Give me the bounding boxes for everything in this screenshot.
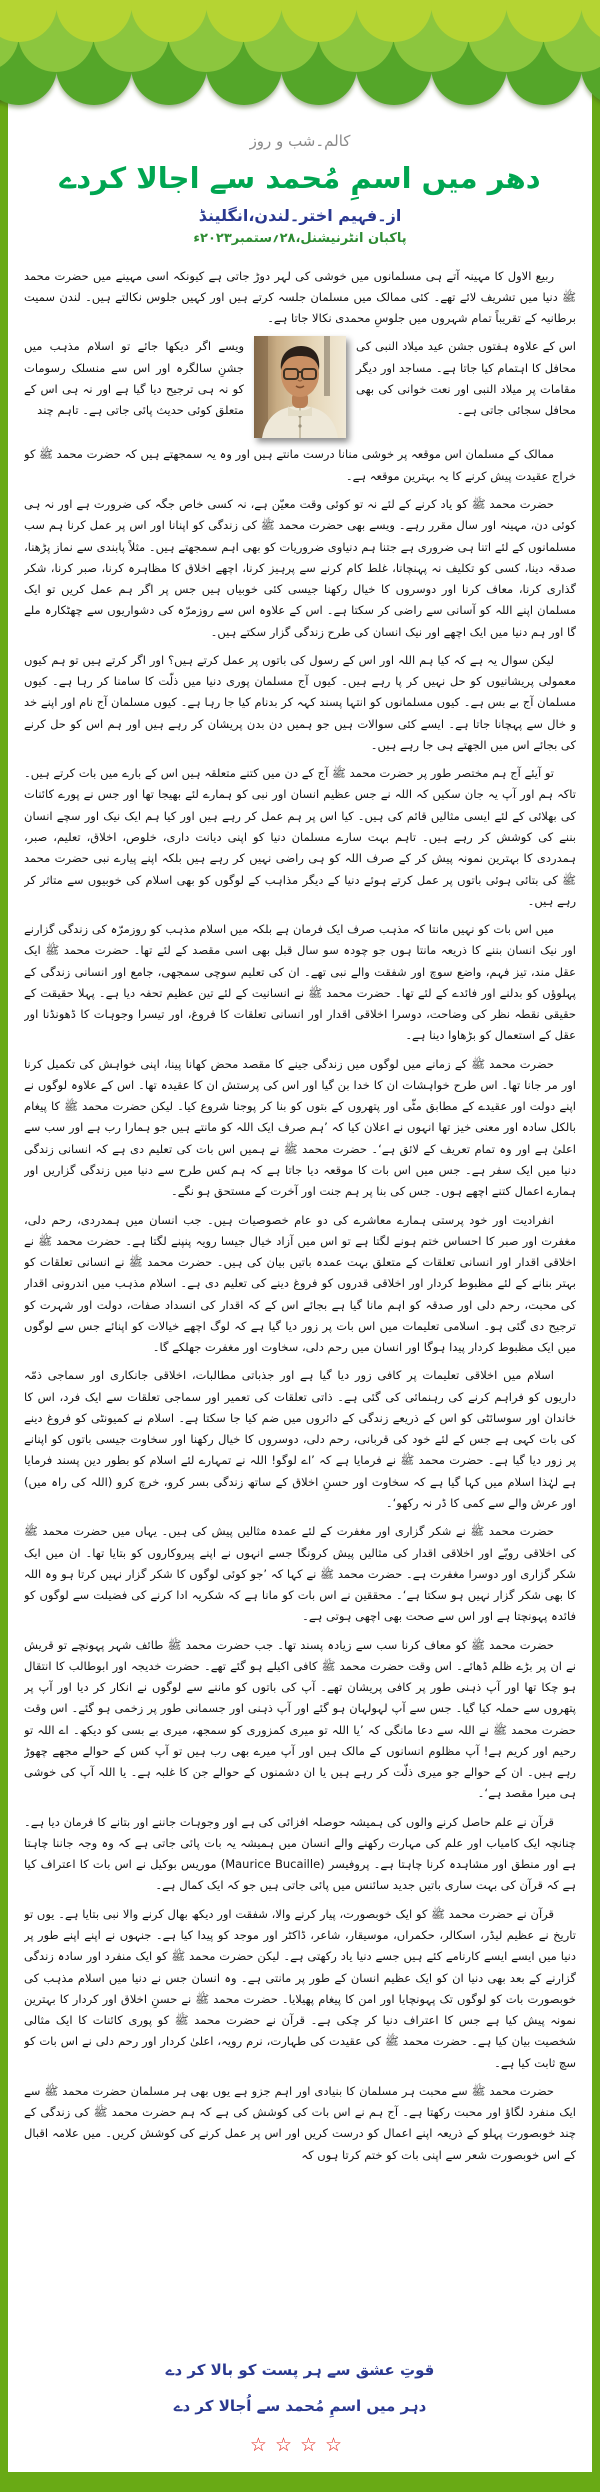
paragraph: قرآن نے علم حاصل کرنے والوں کی ہمیشہ حوصلہ افزائی کی ہے اور وجوہات جاننے اور بتانے کا فرمان دیا ہے۔ چنانچہ ایک کامیاب اور علم کی مہارت رکھنے والے انسان میں ہمیشہ یہ بات پائی جاتی ہے کہ وہ وجہ جاننا چاہتا ہے اور منطق اور مشاہدہ کرنا چاہتا ہے۔ پروفیسر (Maurice Bucaille) موریس بوکیل نے اس بات کا اعتراف کیا ہے کہ قرآن کی بہت ساری باتیں جدید سائنس میں پائی جاتی ہیں جو کہ ایک کمال ہے۔ xyxy=(24,1814,576,1893)
paragraph: میں اس بات کو نہیں مانتا کہ مذہب صرف ایک فرمان ہے بلکہ میں اسلام مذہب کو روزمرّہ کی زندگی گزارنے اور نیک انسان بننے کا ذریعہ مانتا ہوں جو چودہ سو سال قبل بھی اسی مقصد کے لئے تھا۔ حضرت محمد ﷺ ایک عقل مند، تیز فہم، واضع سوچ اور شفقت والے نبی تھے۔ ان کی تعلیم سوچی سمجھی، جامع اور انسانی زندگی کے پہلوؤں کو بدلنے اور فائدے کے لئے تھا۔ حضرت محمد ﷺ نے انسانیت کے لئے تین عظیم تحفہ دیا ہے۔ پہلا حقیقت کے حقیقی نقطہ نظر کی وضاحت، دوسرا اخلاقی اقدار اور انسانی تعلقات کا فروغ، اور تیسرا وجوہات کا ڈھونڈنا اور عقل کے استعمال کو بڑھاوا دینا ہے۔ xyxy=(24,922,576,1043)
page-border-bottom xyxy=(0,2472,600,2492)
paragraph: حضرت محمد ﷺ کے زمانے میں لوگوں میں زندگی جینے کا مقصد محض کھانا پینا، اپنی خواہش کی تکمیل کرنا اور مر جانا تھا۔ اس طرح خواہشات ان کا خدا بن گیا اور اس کی پرستش ان کا عقیدہ تھا۔ اس کے علاوہ لوگوں نے اپنے دولت اور عقیدے کے مطابق مٹّی اور پتھروں کے بتوں کو بنا کر پوجنا شروع کیا۔ لیکن حضرت محمد ﷺ کا پیغام بالکل سادہ اور معنی خیز تھا انہوں نے اعلان کیا کہ ’ہم صرف ایک اللہ کو مانتے ہیں جو ہمارا رب ہے اور سب سے اعلیٰ ہے اور وہ تمام تعریف کے لائق ہے‘۔ حضرت محمد ﷺ نے ہمیں اس بات کی تعلیم دی ہے کہ انسانی زندگی دنیا میں ایک سفر ہے۔ جس میں اس بات کا موقعہ دیا جاتا ہے کہ ہم کس طرح سے دنیا میں زندگی گزاریں اور ہمارے اعمال کتنے اچھے ہوں۔ جس کی بنا پر ہم جنت اور آخرت کے مستحق ہو نگے۔ xyxy=(24,1056,576,1199)
photo-text-right: اس کے علاوہ ہفتوں جشن عید میلاد النبی کی محافل کا اہتمام کیا جاتا ہے۔ مساجد اور دیگر مقامات پر میلاد النبی اور نعت خوانی کی بھی محافل سجائی جاتی ہے۔ xyxy=(356,339,576,418)
page-border-left xyxy=(0,0,8,2492)
paragraph: تو آیئے آج ہم مختصر طور پر حضرت محمد ﷺ آج کے دن میں کتنے متعلقہ ہیں اس کے بارے میں بات کرتے ہیں۔ تاکہ ہم اور آپ یہ جان سکیں کہ اللہ نے جس عظیم انسان اور نبی کو ہمارے لئے بھیجا تھا اور جس نے پورے کائنات کی بھلائی کے لئے ایسی مثالیں قائم کی ہیں۔ کیا اس پر ہم عمل کر رہے ہیں اور کیا ہم ایک نیک اور سچے انسان بننے کی کوشش کر رہے ہیں۔ تاہم بہت سارے مسلمان دنیا کو اپنی دیانت داری، خلوص، اخلاق، تعلیم، صبر، ہمدردی کا بہترین نمونہ پیش کر کے صرف اللہ کو ہی راضی نہیں کر رہے ہیں بلکہ اپنے پیارے نبی حضرت محمد ﷺ کی بتائی ہوئی باتوں پر عمل کرتے ہوئے دنیا کے دیگر مذاہب کے لوگوں کو بھی اسلام کی خوبیوں سے متاثر کر رہے ہیں۔ xyxy=(24,766,576,908)
author-photo xyxy=(254,336,346,438)
author-photo-graphic xyxy=(254,336,346,438)
page-border-right xyxy=(592,0,600,2492)
paragraph: انفرادیت اور خود پرستی ہمارے معاشرے کی دو عام خصوصیات ہیں۔ جب انسان میں ہمدردی، رحم دلی، مغفرت اور صبر کا احساس ختم ہونے لگتا ہے تو اس میں آزاد خیال جیسا رویہ پنپنے لگتا ہے۔ حضرت محمد ﷺ نے اخلاقی اقدار اور انسانی تعلقات کے متعلق بہت عمدہ باتیں بیان کی ہیں۔ حضرت محمد ﷺ نے انسانی تعلقات کو بہتر بنانے کے لئے مظبوط کردار اور اخلاقی قدروں کو فروغ دینے کی تعلیم دی ہے۔ اسلام مذہب میں اندرونی اقدار کی محبت، رحم دلی اور صدقہ کو اہم مانا گیا ہے بجائے اس کے کہ اقدار کی انسداد صفات، دولت اور شہرت کو ترجیح دی گئی ہو۔ اسلامی تعلیمات میں اس بات پر زور دیا گیا ہے کہ لوگ اچھے خیالات کو اپنائے جس سے لوگوں میں ایک مظبوط کردار پیدا ہوگا اور انسان میں رحم دلی، سخاوت اور مغفرت جھلکے گا۔ xyxy=(24,1212,576,1355)
scallop-banner xyxy=(0,0,600,118)
stars-divider: ☆☆☆☆ xyxy=(249,2433,351,2456)
photo-text-row xyxy=(24,336,576,438)
scallop-banner-graphic xyxy=(0,0,600,118)
closing-verse xyxy=(24,2352,576,2424)
verse-line-1: قوتِ عشق سے ہر پست کو بالا کر دے xyxy=(165,2360,435,2379)
paragraph: ممالک کے مسلمان اس موقعہ پر خوشی منانا درست مانتے ہیں اور وہ یہ سمجھتے ہیں کہ حضرت محمد ﷺ کو خراج عقیدت پیش کرنے کا یہ بہترین موقعہ ہے۔ xyxy=(24,447,576,483)
paragraph: حضرت محمد ﷺ کو یاد کرنے کے لئے نہ تو کوئی وقت معیّن ہے، نہ کسی خاص جگہ کی ضرورت ہے اور نہ ہی کوئی دن، مہینہ اور سال مقرر رہے۔ ویسے بھی حضرت محمد ﷺ کی زندگی کو اپنانا اور اس پر عمل کرنا ہم سب مسلمانوں کے لئے اتنا ہی ضروری ہے جتنا ہم دنیاوی ضروریات کو بھی اہم سمجھتے ہیں۔ مثلاً پابندی سے نماز پڑھنا، صدقہ دینا، کسی کو تکلیف نہ پہنچانا، غلط کام کرنے سے پرہیز کرنا، اچھے اخلاق کا مظاہرہ کرنا، صبر کرنا، شکر گذاری کرنا، معاف کرنا اور دوسروں کا خیال رکھنا جیسی کئی خوبیاں ہیں جس پر اگر ہم عمل کریں تو ایک مسلمان اپنے اللہ کو آسانی سے راضی کر سکتا ہے۔ اس کے علاوہ اس سے روزمرّہ کی دشواریوں سے چھٹکارہ ملے گا اور ہم دنیا میں ایک اچھے اور نیک انسان کی طرح زندگی گزار سکتے ہیں۔ xyxy=(24,497,576,639)
column-kicker: کالم۔شب و روز xyxy=(249,132,351,150)
byline: از۔فہیم اختر۔لندن،انگلینڈ xyxy=(198,205,402,225)
paragraph: اسلام میں اخلاقی تعلیمات پر کافی زور دیا گیا ہے اور جذباتی مطالبات، اخلاقی جانکاری اور سماجی ذمّہ داریوں کو فراہم کرنے کی رہنمائی کی گئی ہے۔ ذاتی تعلقات کی تعمیر اور سماجی تعلقات سے ایک فرد، اس کا خاندان اور سوسائٹی کو اس کے ذریعے زندگی کے دائروں میں ضم کیا جا سکتا ہے۔ اسلام نے کمیونٹی کو فروغ دینے کی بات کہی ہے جس کے لئے خود کی قربانی، رحم دلی، دوسروں کا خیال رکھنا اور سخاوت جیسی باتوں کو اپنانے پر زور دیا گیا ہے۔ حضرت محمد ﷺ نے فرمایا ہے کہ ’اے لوگو! اللہ نے تمہارے لئے اسلام کو بطور دین پسند فرمایا ہے لہٰذا اسلام میں کہا گیا ہے کہ سخاوت اور حسنِ اخلاق کے ساتھ زندگی بسر کرو، خرچ کرو (اللہ کی راہ میں) اور عرش والے سے کمی کا ڈر نہ رکھو‘۔ xyxy=(24,1368,576,1510)
paragraph: حضرت محمد ﷺ کو معاف کرنا سب سے زیادہ پسند تھا۔ جب حضرت محمد ﷺ طائف شہر پہونچے تو قریش نے ان پر بڑے ظلم ڈھائے۔ اس وقت حضرت محمد ﷺ کافی اکیلے ہو گئے تھے۔ حضرت خدیجہ اور ابوطالب کا انتقال ہو چکا تھا اور آپ ذہنی طور پر کافی پریشان تھے۔ آپ کی باتوں کو ماننے سے لوگوں نے انکار کر دیا اور آپ پر پتھروں سے حملہ کیا گیا۔ جس سے آپ لہولہان ہو گئے اور آپ ذہنی اور جسمانی طور پر زخمی ہو گئے۔ اس وقت حضرت محمد ﷺ نے اللہ سے دعا مانگی کہ ’یا اللہ تو میری کمزوری کو سمجھ، میری بے بسی کو دیکھ۔ اے اللہ تو رحیم اور کریم ہے! آپ مظلوم انسانوں کے مالک ہیں اور آپ میرے بھی رب ہیں تو آپ کس کے حوالے مجھے چھوڑ رہے ہیں۔ ان کے حوالے جو میری ذلّت کر رہے ہیں یا ان دشمنوں کے حوالے جن کا غلبہ ہے۔ یا اللہ آپ کی خوشی ہی میرا مقصد ہے‘۔ xyxy=(24,1637,576,1801)
photo-text-left: ویسے اگر دیکھا جائے تو اسلام مذہب میں جشنِ سالگرہ اور اس سے منسلک رسومات کو نہ ہی ترجیح دیا گیا ہے اور نہ ہی اس کے متعلق کوئی حدیث پائی جاتی ہے۔ تاہم چند xyxy=(24,339,244,418)
page-content xyxy=(8,118,592,2472)
publication-date-line: پاکبان انٹرنیشنل،۲۸؍ستمبر۲۰۲۳ء xyxy=(193,230,407,246)
paragraph: لیکن سوال یہ ہے کہ کیا ہم اللہ اور اس کے رسول کی باتوں پر عمل کرتے ہیں؟ اور اگر کرتے ہیں تو ہم کیوں معمولی پریشانیوں کو حل نہیں کر پا رہے ہیں۔ کیوں آج مسلمان پوری دنیا میں ذلّت کا سامنا کر رہا ہے۔ کیوں مسلمان آج بے بس ہے۔ کیوں مسلمانوں کو انتہا پسند کہہ کر بدنام کیا جا رہا ہے۔ کیوں مسلمان آج نام اور اپنے خد و خال سے پہچانا جاتا ہے۔ ایسے کئی سوالات ہیں جو ہمیں دن بدن پریشان کر رہے ہیں اور ہم اس کو حل کرنے کی بجائے اس میں الجھتے ہی جا رہے ہیں۔ xyxy=(24,652,576,752)
article-body xyxy=(24,266,576,2338)
paragraph: ربیع الاول کا مہینہ آتے ہی مسلمانوں میں خوشی کی لہر دوڑ جاتی ہے کیونکہ اسی مہینے میں حضرت محمد ﷺ دنیا میں تشریف لائے تھے۔ کئی ممالک میں مسلمان جلسہ کرتے ہیں اور کہیں جلوس نکالتے ہیں۔ لندن سمیت برطانیہ کے تقریباً تمام شہروں میں جلوسِ محمدی نکالا جاتا ہے۔ xyxy=(24,268,576,326)
paragraph: حضرت محمد ﷺ نے شکر گزاری اور مغفرت کے لئے عمدہ مثالیں پیش کی ہیں۔ یہاں میں حضرت محمد ﷺ کی اخلاقی رویّے اور اخلاقی اقدار کی مثالیں پیش کرونگا جسے انہوں نے اپنے پیروکاروں کو بتایا تھا۔ ان میں ایک شکر گزاری اور دوسرا مغفرت ہے۔ حضرت محمد ﷺ نے کہا کہ ’جو کوئی لوگوں کا شکر گزار نہیں کرتا ہو وہ اللہ کا بھی شکر گزار نہیں ہو سکتا ہے‘۔ محققین نے اس بات کو مانا ہے کہ شکریہ ادا کرنے کی فضیلت سے لوگوں کو فائدہ پہونچتا ہے اور اس سے صحت بھی اچھی ہوتی ہے۔ xyxy=(24,1524,576,1624)
page-title: دھر میں اسمِ مُحمد سے اجالا کردے xyxy=(59,161,541,195)
paragraph: قرآن نے حضرت محمد ﷺ کو ایک خوبصورت، پیار کرنے والا، شفقت اور دیکھ بھال کرنے والا نبی بتایا ہے۔ یوں تو تاریخ نے عظیم لیڈر، اسکالر، حکمراں، موسیقار، شاعر، ڈاکٹر اور موجد کو پیدا کیا ہے۔ جنہوں نے اپنے اپنے طور پر دنیا میں ایسے ایسے کارنامے کئے ہیں جسے دنیا یاد رکھتی ہے۔ لیکن حضرت محمد ﷺ کو ایک منفرد اور سادہ زندگی گزارنے کے بعد بھی دنیا ان کو ایک عظیم انسان کے طور پر مانتی ہے۔ وہ انسان جس نے دنیا میں اسلام مذہب کی خوبصورت بات کو لوگوں تک پہونچایا اور امن کا پیغام پھیلایا۔ حضرت محمد ﷺ نے حسنِ اخلاق اور کردار کا بہترین نمونہ پیش کیا ہے جس کا اعتراف دنیا کر چکی ہے۔ قرآن نے حضرت محمد ﷺ کو پوری کائنات کا ایک مثالی شخصیت بیان کیا ہے۔ حضرت محمد ﷺ کی عقیدت کی طہارت، نرم رویہ، اعلیٰ کردار اور رحم دلی نے اس بات کو سچ ثابت کیا ہے۔ xyxy=(24,1906,576,2070)
paragraph: حضرت محمد ﷺ سے محبت ہر مسلمان کا بنیادی اور اہم جزو ہے یوں بھی ہر مسلمان حضرت محمد ﷺ سے ایک منفرد لگاؤ اور محبت رکھتا ہے۔ آج ہم نے اس بات کی کوشش کی ہے کہ ہم حضرت محمد ﷺ کی زندگی کے چند خوبصورت پہلو کے ذریعہ اپنے اعمال کو درست کریں اور اس پر عمل کرنے کی کوشش کریں۔ میں علامہ اقبال کے اس خوبصورت شعر سے اپنی بات کو ختم کرتا ہوں کہ xyxy=(24,2083,576,2162)
verse-line-2: دہر میں اسمِ مُحمد سے اُجالا کر دے xyxy=(173,2396,427,2415)
